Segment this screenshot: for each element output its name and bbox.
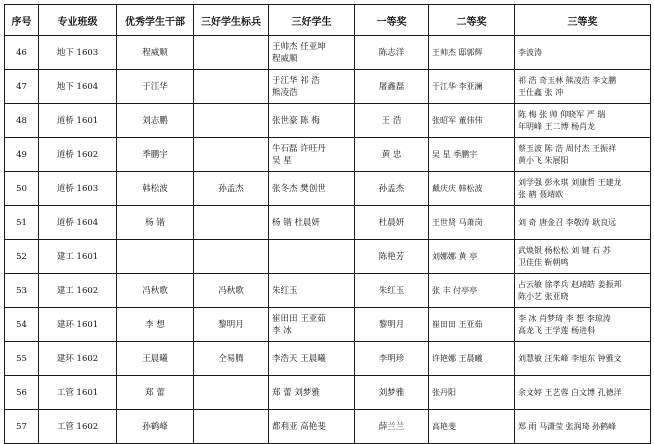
first-prize-cell: 薛兰兰	[355, 410, 429, 444]
class-cell: 工管 1602	[39, 410, 117, 444]
cadre-cell: 孙鹤峰	[117, 410, 194, 444]
cell-line: 李浩天 王晨曦	[272, 353, 326, 364]
second-prize-cell: 吴 星 季鹏宇	[429, 138, 515, 172]
table-row	[5, 240, 651, 274]
cell-line: 杨 锴 杜晨妍	[272, 217, 320, 228]
header-model: 三好学生标兵	[194, 5, 269, 36]
model-student-cell	[194, 70, 269, 104]
cell-line: 王仕鑫 张 冲	[518, 87, 564, 97]
header-cadre: 优秀学生干部	[117, 5, 194, 36]
first-prize-cell: 朱红玉	[355, 274, 429, 308]
sanhao-cell	[269, 342, 355, 376]
model-student-cell	[194, 206, 269, 240]
first-prize-cell: 黎明月	[355, 308, 429, 342]
third-prize-cell	[515, 274, 651, 308]
cell-line: 张 鹤 聂靖欧	[518, 189, 564, 199]
sanhao-cell	[269, 274, 355, 308]
cell-line: 刘学强 彭永琪 刘康哲 王建龙	[518, 177, 622, 187]
table-row	[5, 104, 651, 138]
cadre-cell: 韩松波	[117, 172, 194, 206]
table-row	[5, 70, 651, 104]
third-prize-cell	[515, 240, 651, 274]
first-prize-cell: 李明珍	[355, 342, 429, 376]
second-prize-cell: 王帅杰 邸郭辉	[429, 36, 515, 70]
first-prize-cell: 屠鑫磊	[355, 70, 429, 104]
class-cell: 地下 1603	[39, 36, 117, 70]
model-student-cell: 仝易腾	[194, 342, 269, 376]
table-body	[5, 36, 651, 444]
cell-line: 崔田田 王亚茹	[272, 313, 326, 324]
cell-line: 牛石磊 许旺丹	[272, 143, 326, 154]
number-cell: 47	[5, 70, 39, 104]
cell-line: 蔡玉波 陈 浩 周付杰 王振祥	[518, 143, 617, 153]
class-cell: 建环 1601	[39, 308, 117, 342]
class-cell: 建环 1602	[39, 342, 117, 376]
cell-line: 陈小艺 张亚晓	[518, 291, 569, 301]
cell-line: 武焕银 杨松松 刘 键 石 苏	[518, 245, 611, 255]
number-cell: 56	[5, 376, 39, 410]
model-student-cell	[194, 240, 269, 274]
number-cell: 54	[5, 308, 39, 342]
number-cell: 53	[5, 274, 39, 308]
cell-line: 王帅杰 任亚坤	[272, 41, 326, 52]
cell-line: 郑 雨 马潇莹 张润琦 孙鹤峰	[518, 421, 617, 431]
class-cell: 建工 1601	[39, 240, 117, 274]
table-row	[5, 308, 651, 342]
sanhao-cell	[269, 308, 355, 342]
third-prize-cell	[515, 376, 651, 410]
third-prize-cell	[515, 410, 651, 444]
header-row	[5, 5, 651, 36]
cadre-cell: 李 想	[117, 308, 194, 342]
third-prize-cell	[515, 70, 651, 104]
first-prize-cell: 黄 忠	[355, 138, 429, 172]
cadre-cell: 王晨曦	[117, 342, 194, 376]
cell-line: 余文婷 王艺蓉 白文博 孔德洋	[518, 387, 622, 397]
model-student-cell	[194, 36, 269, 70]
header-class: 专业班级	[39, 5, 117, 36]
cadre-cell: 杨 锴	[117, 206, 194, 240]
number-cell: 52	[5, 240, 39, 274]
third-prize-cell	[515, 308, 651, 342]
table-row	[5, 138, 651, 172]
cadre-cell	[117, 240, 194, 274]
second-prize-cell: 王世贤 马萧岗	[429, 206, 515, 240]
third-prize-cell	[515, 206, 651, 240]
cadre-cell: 季鹏宇	[117, 138, 194, 172]
class-cell: 道桥 1603	[39, 172, 117, 206]
second-prize-cell: 于江华 李亚澜	[429, 70, 515, 104]
sanhao-cell	[269, 70, 355, 104]
second-prize-cell: 刘娜娜 黄 亭	[429, 240, 515, 274]
cell-line: 朱红玉	[272, 285, 298, 296]
cell-line: 陈 梅 张 帅 仰晓军 严 瑞	[518, 109, 606, 119]
table-row	[5, 342, 651, 376]
cell-line: 刘 奇 唐金召 李敬涛 耿良远	[518, 217, 617, 227]
cell-line: 年明峰 王二博 杨肖龙	[518, 121, 596, 131]
first-prize-cell: 刘梦雅	[355, 376, 429, 410]
cell-line: 占云敏 徐孝兵 赵靖皓 姜振邦	[518, 279, 622, 289]
model-student-cell: 孙孟杰	[194, 172, 269, 206]
header-first-prize: 一等奖	[355, 5, 429, 36]
model-student-cell	[194, 138, 269, 172]
sanhao-cell	[269, 172, 355, 206]
cell-line: 郑 蕾 刘梦雅	[272, 387, 320, 398]
cell-line: 吴 星	[272, 155, 292, 166]
model-student-cell: 冯秋歌	[194, 274, 269, 308]
cell-line: 张冬杰 樊创世	[272, 183, 326, 194]
cadre-cell: 于江华	[117, 70, 194, 104]
class-cell: 地下 1604	[39, 70, 117, 104]
header-number: 序号	[5, 5, 39, 36]
third-prize-cell	[515, 36, 651, 70]
model-student-cell	[194, 376, 269, 410]
first-prize-cell: 孙孟杰	[355, 172, 429, 206]
cell-line: 高龙飞 王学莲 杨进科	[518, 325, 596, 335]
table-row	[5, 206, 651, 240]
number-cell: 46	[5, 36, 39, 70]
cadre-cell: 程威顺	[117, 36, 194, 70]
sanhao-cell	[269, 206, 355, 240]
model-student-cell	[194, 410, 269, 444]
table-row	[5, 376, 651, 410]
cadre-cell: 刘志鹏	[117, 104, 194, 138]
third-prize-cell	[515, 104, 651, 138]
second-prize-cell: 张昭军 董伟伟	[429, 104, 515, 138]
table-row	[5, 274, 651, 308]
number-cell: 50	[5, 172, 39, 206]
sanhao-cell	[269, 36, 355, 70]
second-prize-cell: 张 丰 付亭亭	[429, 274, 515, 308]
model-student-cell	[194, 104, 269, 138]
class-cell: 工管 1601	[39, 376, 117, 410]
cell-line: 黄小飞 朱展阳	[518, 155, 569, 165]
number-cell: 57	[5, 410, 39, 444]
cell-line: 程威顺	[272, 53, 298, 64]
cell-line: 卫佳佳 靳朝鸣	[518, 257, 569, 267]
cell-line: 于江华 祁 浩	[272, 75, 320, 86]
header-second-prize: 二等奖	[429, 5, 515, 36]
cell-line: 李 冰 肖梦琦 李 想 李琼涛	[518, 313, 611, 323]
sanhao-cell	[269, 410, 355, 444]
header-sanhao: 三好学生	[269, 5, 355, 36]
second-prize-cell: 许艳娜 王晨曦	[429, 342, 515, 376]
class-cell: 建工 1602	[39, 274, 117, 308]
second-prize-cell: 崔田田 王亚茹	[429, 308, 515, 342]
model-student-cell: 黎明月	[194, 308, 269, 342]
number-cell: 49	[5, 138, 39, 172]
cadre-cell: 郑 蕾	[117, 376, 194, 410]
third-prize-cell	[515, 172, 651, 206]
class-cell: 道桥 1604	[39, 206, 117, 240]
cell-line: 都利亚 高艳斐	[272, 421, 326, 432]
second-prize-cell: 高艳斐	[429, 410, 515, 444]
class-cell: 道桥 1602	[39, 138, 117, 172]
cell-line: 祁 浩 奇玉林 熊凌浩 李文鹏	[518, 75, 617, 85]
cell-line: 李 冰	[272, 325, 292, 336]
sanhao-cell	[269, 240, 355, 274]
first-prize-cell: 陈艳芳	[355, 240, 429, 274]
cell-line: 刘慧敏 汪朱峰 李旭东 钟雅文	[518, 353, 622, 363]
sanhao-cell	[269, 138, 355, 172]
number-cell: 48	[5, 104, 39, 138]
header-third-prize: 三等奖	[515, 5, 651, 36]
first-prize-cell: 王 浩	[355, 104, 429, 138]
third-prize-cell	[515, 342, 651, 376]
table-row	[5, 410, 651, 444]
sanhao-cell	[269, 376, 355, 410]
table-row	[5, 172, 651, 206]
cell-line: 熊凌浩	[272, 87, 298, 98]
number-cell: 51	[5, 206, 39, 240]
class-cell: 道桥 1601	[39, 104, 117, 138]
second-prize-cell: 戴庆庆 韩松波	[429, 172, 515, 206]
third-prize-cell	[515, 138, 651, 172]
table-row	[5, 36, 651, 70]
sanhao-cell	[269, 104, 355, 138]
number-cell: 55	[5, 342, 39, 376]
awards-table	[4, 4, 651, 444]
cell-line: 李波涛	[518, 47, 542, 57]
cadre-cell: 冯秋歌	[117, 274, 194, 308]
first-prize-cell: 陈志洋	[355, 36, 429, 70]
cell-line: 张世豪 陈 梅	[272, 115, 320, 126]
first-prize-cell: 杜晨妍	[355, 206, 429, 240]
second-prize-cell: 张丹阳	[429, 376, 515, 410]
